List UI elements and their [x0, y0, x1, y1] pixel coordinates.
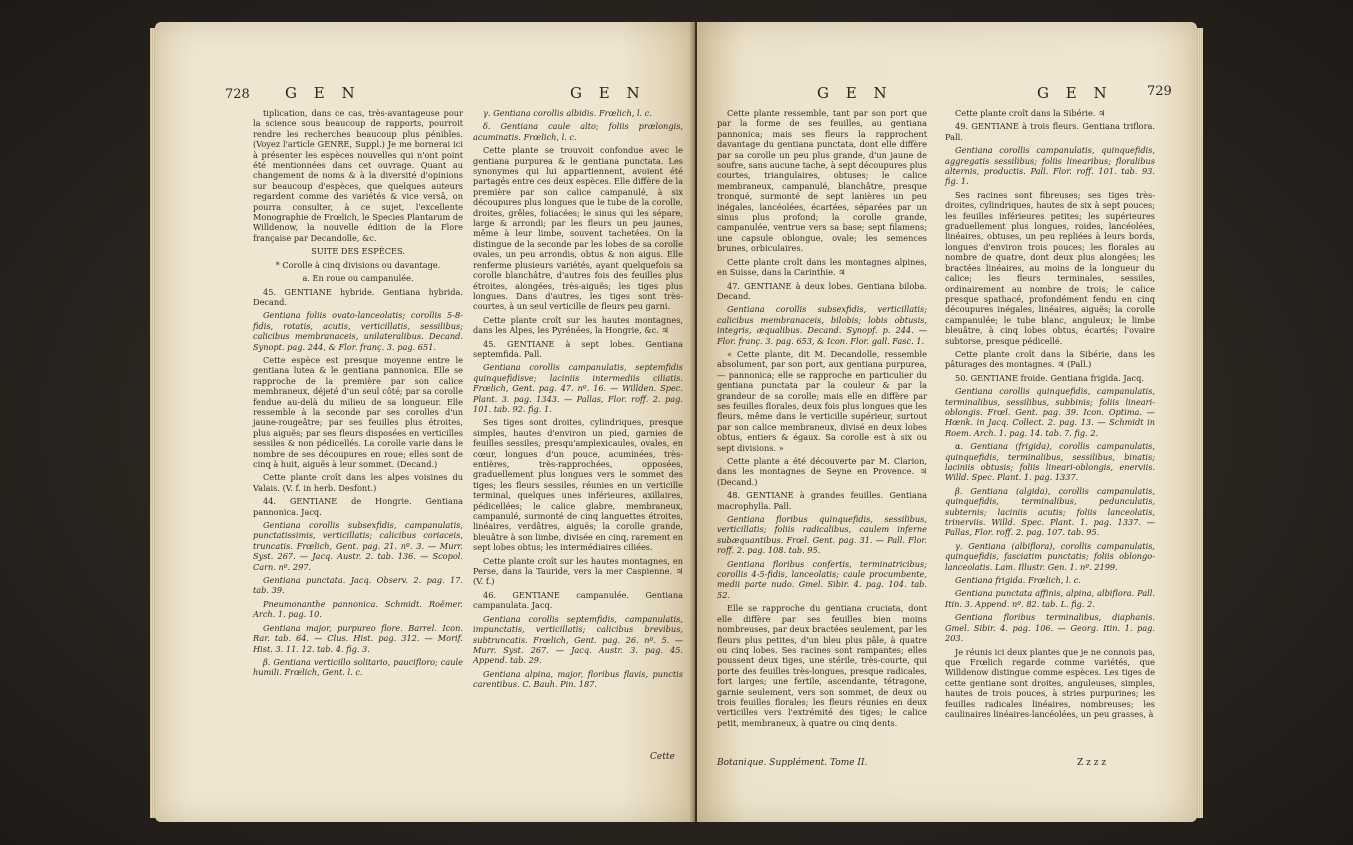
- right-column-1: [717, 108, 927, 731]
- paragraph: 48. GENTIANE à grandes feuilles. Gentiana macrophylla. Pall.: [717, 490, 927, 511]
- right-column-2: [945, 108, 1155, 722]
- paragraph: Gentiana corollis campanulatis, septemfidis quinquefidisve; laciniis intermediis ciliatis. Frœlich, Gent. pag. 47. nº. 16. — Willden. Spec. Plant. 3. pag. 1343. — Pallas, Flor. roff. 2. pag. 101. tab. 92. fig. 1.: [473, 362, 683, 414]
- paragraph: Gentiana frigida. Frœlich, l. c.: [955, 575, 1081, 586]
- paragraph: Cette espèce est presque moyenne entre le gentiana lutea & le gentiana pannonica. Elle se rapproche de la première par son calice membraneux, déjeté d'un seul côté; par sa corolle fendue au-delà du milieu de sa longueur. Elle ressemble à la seconde par ses corolles d'un jaune-rougeâtre; par ses feuilles plus étroites, plus aiguës; par ses fleurs disposées en verticilles sessiles & non pédicellés. La corolle varie dans le nombre de ses découpures en roue; elles sont de cinq à huit, aiguës à leur sommet. (Decand.): [253, 354, 463, 469]
- paragraph: * Corolle à cinq divisions ou davantage.: [275, 259, 441, 270]
- paragraph: γ. Gentiana (albiflora), corollis campanulatis, quinquefidis, fasciatim punctatis; foliis oblongo-lanceolatis. Lam. Illustr. Gen. 1. nº. 2199.: [945, 540, 1155, 572]
- paragraph: Cette plante croît dans la Sibérie. ♃: [955, 108, 1106, 118]
- paragraph: δ. Gentiana caule alto; foliis prælongis, acuminatis. Frœlich, l. c.: [473, 121, 683, 142]
- paragraph: Gentiana corollis subsexfidis, campanulatis, punctatissimis, verticillatis; calicibus coriaceis, truncatis. Frœlich, Gent. pag. 21. nº. 3. — Murr. Syst. 267. — Jacq. Austr. 2. tab. 136. — Scopol. Carn. nº. 297.: [253, 520, 463, 572]
- paragraph: Gentiana major, purpureo flore. Barrel. Icon. Rar. tab. 64. — Clus. Hist. pag. 312. — Morif. Hist. 3. 11. 12. tab. 4. fig. 3.: [253, 622, 463, 654]
- paragraph: Cette plante ressemble, tant par son port que par la forme de ses feuilles, au gentiana pannonica; mais ses fleurs la rapprochent davantage du gentiana punctata, dont elle diffère par sa corolle un peu plus grande, d'un jaune de soufre, sans aucune tache, à sept découpures plus courtes, triangulaires, obtuses; le calice membraneux, campanulé, blanchâtre, presque tronqué, surmonté de sept lanières un peu inégales, lancéolées, écartées, séparées par un sinus plus profond; la corolle grande, campanulée, ventrue vers sa base; sept filamens; une capsule oblongue, ovale; les semences brunes, orbiculaires.: [717, 108, 927, 254]
- right-running-head: [707, 84, 1187, 106]
- paragraph: Gentiana floribus quinquefidis, sessilibus, verticillatis; foliis radicalibus, caulem inferne subæquantibus. Frœl. Gent. pag. 31. — Pall. Flor. roff. 2. pag. 108. tab. 95.: [717, 514, 927, 556]
- paragraph: « Cette plante, dit M. Decandolle, ressemble absolument, par son port, aux gentiana purpurea, — pannonica; elle se rapproche en particulier du gentiana punctata par la couleur & par la grandeur de sa corolle; mais elle en diffère par ses feuilles florales, deux fois plus longues que les fleurs, même dans le verticille supérieur, surtout par son calice membraneux, divisé en deux lobes obtus, entiers & égaux. Sa corolle est à six ou sept divisions. »: [717, 348, 927, 453]
- left-column-2: [473, 108, 683, 693]
- paragraph: Gentiana corollis campanulatis, quinquefidis, aggregatis sessilibus; foliis linearibus; floralibus alternis, productis. Pall. Flor. roff. 101. tab. 93. fig. 1.: [945, 145, 1155, 187]
- paragraph: Gentiana corollis subsexfidis, verticillatis; calicibus membranaceis, bilobis; lobis obtusis, integris, æqualibus. Decand. Synopf. p. 244. — Flor. franç. 3. pag. 653, & Icon. Flor. gall. Fasc. 1.: [717, 304, 927, 346]
- paragraph: Cette plante croît dans les alpes voisines du Valais. (V. f. in herb. Desfont.): [253, 472, 463, 493]
- paragraph: SUITE DES ESPÈCES.: [311, 246, 405, 257]
- paragraph: Cette plante croît sur les hautes montagnes, dans les Alpes, les Pyrénées, la Hongrie, &c. ♃: [473, 314, 683, 336]
- paragraph: 45. GENTIANE à sept lobes. Gentiana septemfida. Pall.: [473, 338, 683, 359]
- paragraph: 50. GENTIANE froide. Gentiana frigida. Jacq.: [955, 372, 1144, 383]
- right-page: [697, 22, 1197, 822]
- paragraph: Ses tiges sont droites, cylindriques, presque simples, hautes d'environ un pied, garnies de feuilles sessiles, presqu'amplexicaules, ovales, en cœur, longues d'un pouce, acuminées, très-entières, très-rapprochées, opposées, graduellement plus longues vers le sommet des tiges; les fleurs sessiles, réunies en un verticille terminal, quelques unes inférieures, axillaires, pédicellées; le calice glabre, membraneux, campanulé, surmonté de cinq languettes étroites, linéaires, verdâtres, aiguës; la corolle grande, bleuâtre à son limbe, divisée en cinq, rarement en sept lobes obtus; les intermédiaires ciliées.: [473, 417, 683, 553]
- paragraph: 44. GENTIANE de Hongrie. Gentiana pannonica. Jacq.: [253, 496, 463, 517]
- paragraph: Cette plante se trouvoit confondue avec le gentiana purpurea & le gentiana punctata. Les synonymes qui lui appartiennent, avoient été partagés entre ces deux espèces. Elle diffère de la première par son calice campanulé, à six découpures plus longues que le tube de la corolle, droites, grêles, foliacées; le sinus qui les sépare, large & arrondi; par les fleurs un peu jaunes, même à leur limbe, souvent tachetées. On la distingue de la seconde par les lobes de sa corolle ovales, un peu arrondis, obtus & non aigus. Elle renferme plusieurs variétés, ayant quelquefois sa corolle blanchâtre, d'autres fois des feuilles plus étroites, alongées, très-aiguës; les tiges plus longues. Dans d'autres, les tiges sont très-courtes, à un seul verticille de fleurs peu garni.: [473, 145, 683, 312]
- paragraph: Cette plante croît dans la Sibérie, dans les pâturages des montagnes. ♃ (Pall.): [945, 348, 1155, 370]
- left-head-right: G E N: [570, 84, 646, 102]
- right-footer-title: Botanique. Supplément. Tome II.: [717, 758, 868, 768]
- paragraph: Gentiana corollis quinquefidis, campanulatis, terminalibus, sessilibus, subbinis; foliis lineari-oblongis. Frœl. Gent. pag. 39. Icon. Optima. — Hœnk. in Jacq. Collect. 2. pag. 13. — Schmidt in Roem. Arch. 1. pag. 14. tab. 7. fig. 2.: [945, 386, 1155, 438]
- paragraph: Gentiana punctata affinis, alpina, albiflora. Pall. Itin. 3. Append. nº. 82. tab. L. fig. 2.: [945, 588, 1155, 609]
- left-page: [155, 22, 695, 822]
- left-catchword: Cette: [650, 752, 675, 762]
- right-page-number: 729: [1147, 84, 1172, 99]
- right-head-right: G E N: [1037, 84, 1113, 102]
- left-running-head: [225, 84, 685, 106]
- paragraph: 49. GENTIANE à trois fleurs. Gentiana triflora. Pall.: [945, 121, 1155, 142]
- paragraph: Gentiana punctata. Jacq. Observ. 2. pag. 17. tab. 39.: [253, 575, 463, 596]
- paragraph: Cette plante croît sur les hautes montagnes, en Perse, dans la Tauride, vers la mer Caspienne. ♃ (V. f.): [473, 555, 683, 587]
- paragraph: Cette plante croît dans les montagnes alpines, en Suisse, dans la Carinthie. ♃: [717, 256, 927, 278]
- paragraph: Cette plante a été découverte par M. Clarion, dans les montagnes de Seyne en Provence. ♃ (Decand.): [717, 456, 927, 487]
- paragraph: a. En roue ou campanulée.: [302, 273, 414, 284]
- right-head-left: G E N: [817, 84, 893, 102]
- paragraph: 47. GENTIANE à deux lobes. Gentiana biloba. Decand.: [717, 280, 927, 301]
- paragraph: β. Gentiana verticillo solitario, paucifloro; caule humili. Frœlich, Gent. l. c.: [253, 656, 463, 678]
- paragraph: Gentiana alpina, major, floribus flavis, punctis carentibus. C. Bauh. Pin. 187.: [473, 668, 683, 690]
- paragraph: Gentiana floribus terminalibus, diaphanis. Gmel. Sibir. 4. pag. 106. — Georg. Itin. 1. pag. 203.: [945, 612, 1155, 644]
- paragraph: tiplication, dans ce cas, très-avantageuse pour la science sous beaucoup de rapports, pourroit rendre les recherches beaucoup plus pénibles. (Voyez l'article GENRE, Suppl.) Je me bornerai ici à présenter les espèces nouvelles qui n'ont point été mentionnées dans cet ouvrage. Quant au changement de noms & à la diversité d'opinions sur beaucoup d'espèces, que quelques auteurs regardent comme des variétés & vice versâ, on pourra consulter, à ce sujet, l'excellente Monographie de Frœlich, le Species Plantarum de Willdenow, la nouvelle édition de la Flore française par Decandolle, &c.: [253, 108, 463, 243]
- paragraph: 45. GENTIANE hybride. Gentiana hybrida. Decand.: [253, 286, 463, 307]
- paragraph: 46. GENTIANE campanulée. Gentiana campanulata. Jacq.: [473, 589, 683, 611]
- paragraph: Je réunis ici deux plantes que je ne connois pas, que Frœlich regarde comme variétés, que Willdenow distingue comme espèces. Les tiges de cette gentiane sont droites, anguleuses, simples, hautes de trois pouces, à stries purpurines; les feuilles radicales linéaires, nombreuses; les caulinaires linéaires-lancéolées, un peu grasses, à: [945, 646, 1155, 719]
- paragraph: Elle se rapproche du gentiana cruciata, dont elle diffère par ses feuilles bien moins nombreuses, par deux bractées seulement, par les fleurs plus petites, d'un bleu plus pâle, à quatre ou cinq lobes. Ses racines sont rampantes; elles poussent deux tiges, une stérile, très-courte, qui porte des feuilles très-longues, presque radicales, fort larges; une fertile, ascendante, tétragone, garnie seulement, vers son sommet, de deux ou trois feuilles florales; les fleurs réunies en deux verticilles vers l'extrémité des tiges; le calice petit, membraneux, à quatre ou cinq dents.: [717, 603, 927, 728]
- paragraph: Gentiana floribus confertis, terminatricibus; corollis 4-5-fidis, lanceolatis; caule procumbente, medii parte nudo. Gmel. Sibir. 4. pag. 104. tab. 52.: [717, 558, 927, 600]
- left-page-number: 728: [225, 87, 250, 102]
- paragraph: Gentiana corollis septemfidis, campanulatis, impunctatis, verticillatis; calicibus brevibus, subtruncatis. Frœlich, Gent. pag. 26. nº. 5. — Murr. Syst. 267. — Jacq. Austr. 3. pag. 45. Append. tab. 29.: [473, 613, 683, 666]
- right-signature: Z z z z: [1077, 758, 1107, 768]
- left-column-1: [253, 108, 463, 681]
- paragraph: Gentiana foliis ovato-lanceolatis; corollis 5-8-fidis, rotatis, acutis, verticillatis, sessilibus; calicibus membranaceis, unilateralibus. Decand. Synopt. pag. 244, & Flor. franç. 3. pag. 651.: [253, 310, 463, 352]
- left-head-left: G E N: [285, 84, 361, 102]
- paragraph: α. Gentiana (frigida), corollis campanulatis, quinquefidis, terminalibus, sessilibus, binatis; laciniis obtusis; foliis lineari-oblongis, enerviis. Willd. Spec. Plant. 1. pag. 1337.: [945, 441, 1155, 483]
- paragraph: Ses racines sont fibreuses; ses tiges très-droites, cylindriques, hautes de six à sept pouces; les feuilles inférieures petites; les supérieures graduellement plus longues, roides, lancéolées, linéaires, obtuses, un peu repliées à leurs bords, longues d'environ trois pouces; les florales au nombre de quatre, dont deux plus alongées; les bractées linéaires, au moins de la longueur du calice; les fleurs terminales, sessiles, ordinairement au nombre de trois; le calice presque spathacé, profondément fendu en cinq découpures inégales, linéaires, aiguës; la corolle campanulée; le tube blanc, anguleux; le limbe bleuâtre, à cinq lobes obtus, écartés; l'ovaire subtorse, presque pédicellé.: [945, 189, 1155, 346]
- paragraph: γ. Gentiana corollis albidis. Frœlich, l. c.: [483, 108, 652, 118]
- paragraph: Pneumonanthe pannonica. Schmidt. Roëmer. Arch. 1. pag. 10.: [253, 598, 463, 620]
- paragraph: β. Gentiana (algida), corollis campanulatis, quinquefidis, terminalibus, pedunculatis, subternis; laciniis acutis; foliis lanceolatis, trinerviis. Willd. Spec. Plant. 1. pag. 1337. — Pallas, Flor. roff. 2. pag. 107. tab. 95.: [945, 485, 1155, 538]
